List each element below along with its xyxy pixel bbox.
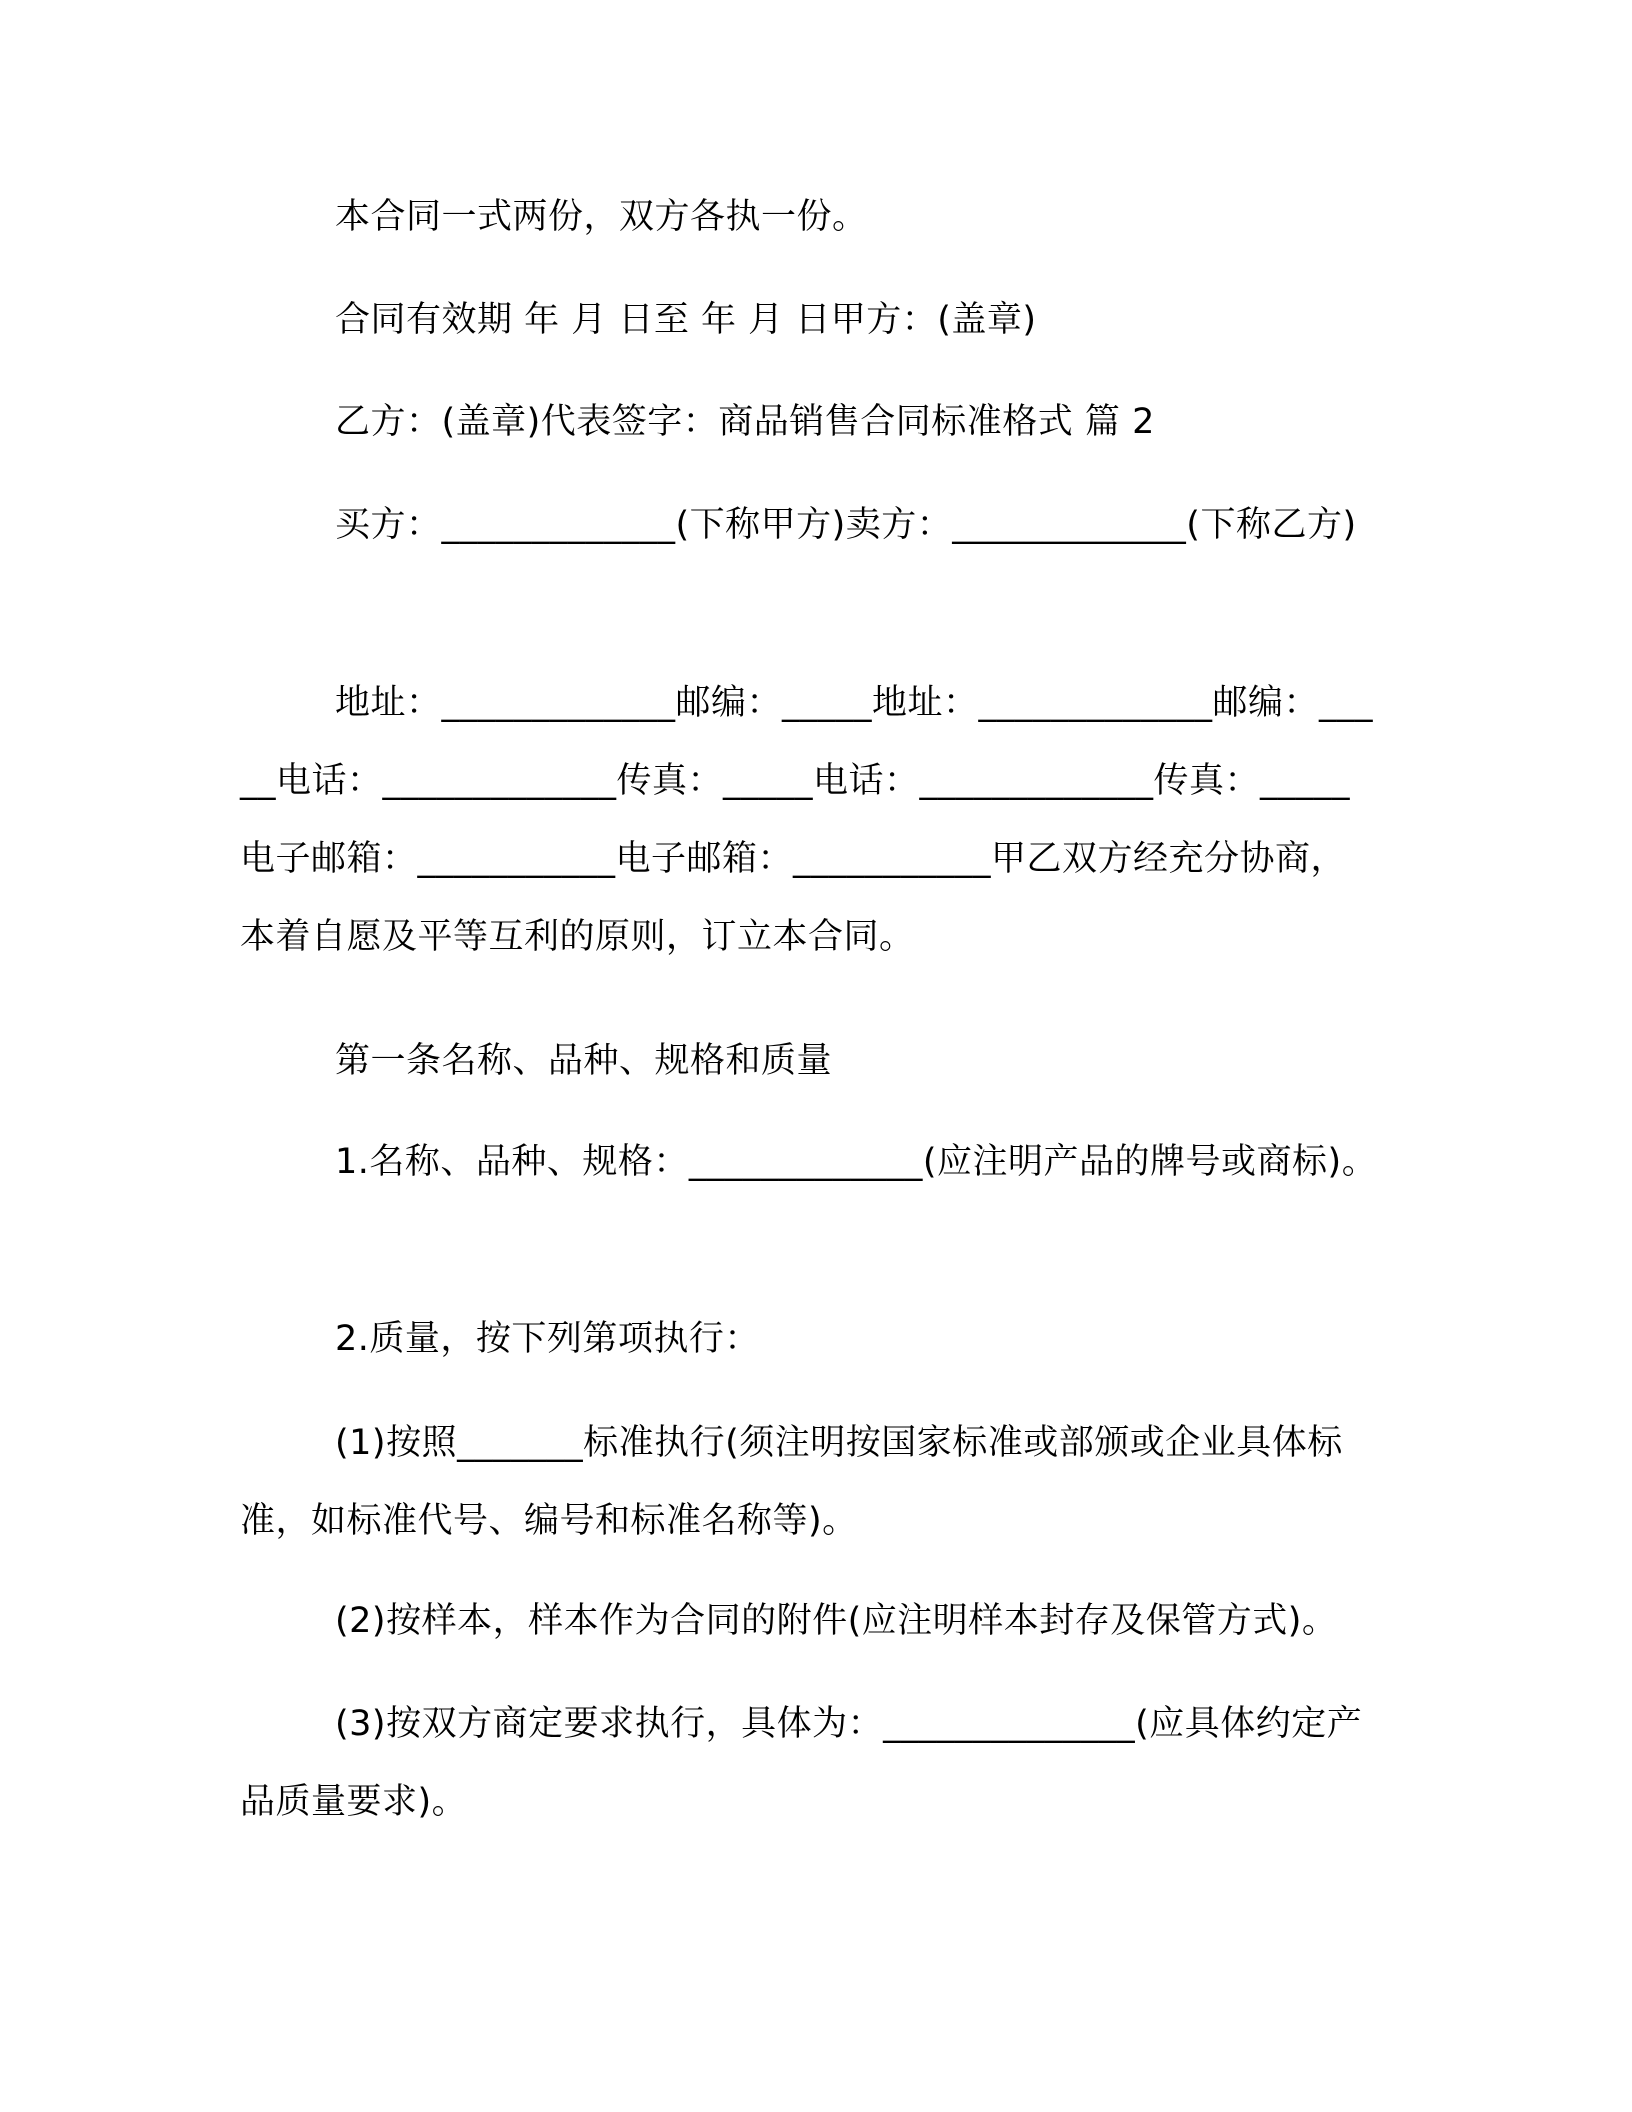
paragraph-copies: 本合同一式两份，双方各执一份。 xyxy=(335,197,868,237)
paragraph-quality-option-2: (2)按样本，样本作为合同的附件(应注明样本封存及保管方式)。 xyxy=(335,1601,1338,1641)
paragraph-item-1: 1.名称、品种、规格：_____________(应注明产品的牌号或商标)。 xyxy=(335,1142,1378,1182)
paragraph-quality-option-3: (3)按双方商定要求执行，具体为：______________(应具体约定产品质量要求)。 xyxy=(240,1704,1363,1822)
paragraph-contact-info: 地址：_____________邮编：_____地址：_____________邮编：_____电话：_____________传真：_____电话：_____________传真：_____电子邮箱：___________电子邮箱：___________甲乙双方经充分协商，本着自愿及平等互利的原则，订立本合同。 xyxy=(240,683,1374,957)
paragraph-buyer-seller: 买方：_____________(下称甲方)卖方：_____________(下称乙方) xyxy=(335,505,1357,545)
paragraph-validity-party-a: 合同有效期 年 月 日至 年 月 日甲方：(盖章) xyxy=(335,300,1037,340)
paragraph-item-2: 2.质量，按下列第项执行： xyxy=(335,1319,760,1359)
paragraph-quality-option-1: (1)按照_______标准执行(须注明按国家标准或部颁或企业具体标准，如标准代号、编号和标准名称等)。 xyxy=(240,1423,1343,1541)
section-heading-article-1: 第一条名称、品种、规格和质量 xyxy=(335,1041,833,1081)
paragraph-party-b-signature: 乙方：(盖章)代表签字：商品销售合同标准格式 篇 2 xyxy=(335,402,1155,442)
